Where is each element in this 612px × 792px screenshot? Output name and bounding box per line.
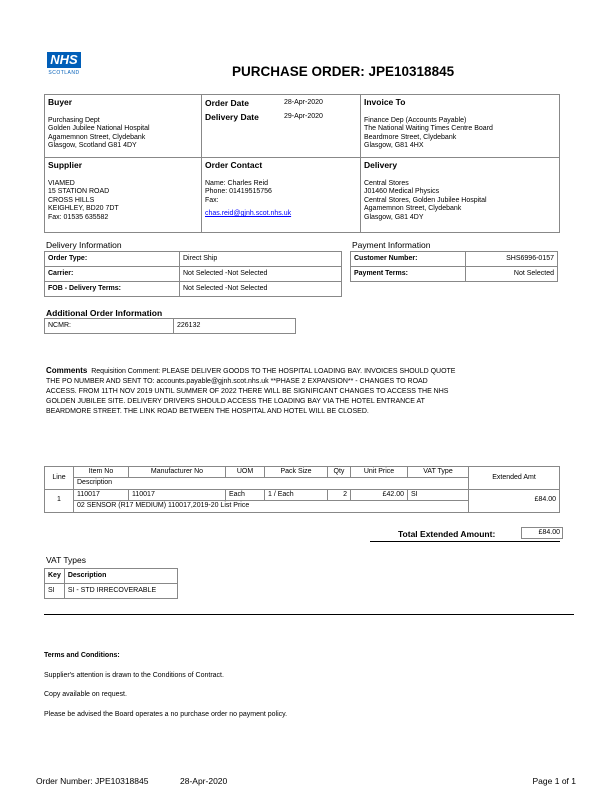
invoice-box — [360, 94, 560, 158]
terms-title: Terms and Conditions: — [44, 652, 120, 659]
divider — [44, 614, 574, 615]
order-contact-box — [201, 157, 361, 233]
item-description: 02 SENSOR (R17 MEDIUM) 110017,2019-20 List Price — [74, 501, 469, 512]
order-date-label: Order Date — [205, 98, 249, 108]
contact-name: Name: Charles Reid — [205, 180, 269, 187]
total-label: Total Extended Amount: — [398, 529, 496, 539]
supplier-line: KEIGHLEY, BD20 7DT — [48, 205, 119, 213]
item-manufacturer-no: 110017 — [129, 489, 226, 500]
delivery-line: Agamemnon Street, Clydebank — [364, 205, 462, 213]
table-row — [351, 267, 558, 282]
col-line: Line — [45, 467, 74, 490]
vat-desc: SI - STD IRRECOVERABLE — [64, 584, 177, 599]
terms-line: Copy available on request. — [44, 691, 127, 698]
comments-line: THE PO NUMBER AND SENT TO: accounts.payable@gjnh.scot.nhs.uk **PHASE 2 EXPANSION** - CHANGES TO ROAD — [46, 378, 428, 385]
order-type-label: Order Type: — [45, 252, 180, 267]
payment-terms-value: Not Selected — [466, 267, 558, 282]
buyer-line: Purchasing Dept — [48, 117, 100, 124]
item-vat-type: SI — [408, 489, 469, 500]
vat-types-title: VAT Types — [46, 555, 87, 565]
page-title: PURCHASE ORDER: JPE10318845 — [232, 64, 455, 79]
order-contact-label: Order Contact — [205, 160, 263, 170]
delivery-date-value: 29-Apr-2020 — [284, 113, 323, 120]
vat-desc-header: Description — [64, 569, 177, 584]
item-uom: Each — [226, 489, 265, 500]
col-unit-price: Unit Price — [351, 467, 408, 478]
total-underline — [370, 541, 560, 542]
invoice-line: Glasgow, G81 4HX — [364, 142, 424, 150]
table-row — [45, 252, 342, 267]
item-pack-size: 1 / Each — [265, 489, 328, 500]
order-type-value: Direct Ship — [180, 252, 342, 267]
carrier-value: Not Selected -Not Selected — [180, 267, 342, 282]
item-unit-price: £42.00 — [351, 489, 408, 500]
invoice-line: The National Waiting Times Centre Board — [364, 125, 493, 133]
vat-key-header: Key — [45, 569, 65, 584]
supplier-box — [44, 157, 202, 233]
total-value: £84.00 — [521, 527, 563, 539]
delivery-box — [360, 157, 560, 233]
item-line: 1 — [45, 489, 74, 512]
table-row — [45, 569, 178, 584]
dates-box — [201, 94, 361, 158]
supplier-line: Fax: 01535 635582 — [48, 213, 109, 221]
delivery-date-label: Delivery Date — [205, 112, 259, 122]
item-extended-amt: £84.00 — [469, 489, 560, 512]
delivery-line: Central Stores — [364, 180, 409, 187]
supplier-line: CROSS HILLS — [48, 196, 95, 204]
fob-label: FOB - Delivery Terms: — [45, 282, 180, 297]
ncmr-value: 226132 — [174, 319, 296, 334]
comments-block — [46, 366, 556, 417]
contact-email-link[interactable]: chas.reid@gjnh.scot.nhs.uk — [205, 210, 292, 217]
invoice-label: Invoice To — [364, 97, 406, 107]
buyer-line: Agamemnon Street, Clydebank — [48, 133, 146, 141]
contact-phone: Phone: 01419515756 — [205, 188, 272, 196]
ncmr-label: NCMR: — [45, 319, 174, 334]
carrier-label: Carrier: — [45, 267, 180, 282]
additional-info-table — [44, 318, 296, 334]
delivery-info-table — [44, 251, 342, 297]
logo-subtext: SCOTLAND — [48, 70, 80, 76]
delivery-line: Glasgow, G81 4DY — [364, 213, 424, 221]
table-row — [45, 319, 296, 334]
comments-line: GOLDEN JUBILEE SITE. DELIVERY DRIVERS SHOULD ACCESS THE LOADING BAY VIA THE HOTEL ENTRANCE AT — [46, 398, 425, 405]
delivery-label: Delivery — [364, 160, 398, 170]
terms-line: Supplier's attention is drawn to the Conditions of Contract. — [44, 672, 224, 679]
delivery-line: J01460 Medical Physics — [364, 188, 440, 196]
comments-line: BEARDMORE STREET. THE LINK ROAD BETWEEN THE HOSPITAL AND HOTEL WILL BE CLOSED. — [46, 408, 369, 415]
terms-line: Please be advised the Board operates a no purchase order no payment policy. — [44, 711, 288, 718]
delivery-line: Central Stores, Golden Jubilee Hospital — [364, 196, 487, 204]
payment-terms-label: Payment Terms: — [351, 267, 466, 282]
supplier-label: Supplier — [48, 160, 83, 170]
col-qty: Qty — [328, 467, 351, 478]
col-extended-amt: Extended Amt — [469, 467, 560, 490]
item-no: 110017 — [74, 489, 129, 500]
comments-label: Comments — [46, 366, 88, 375]
vat-types-table — [44, 568, 178, 599]
vat-key: SI — [45, 584, 65, 599]
col-description: Description — [74, 478, 469, 489]
nhs-logo — [44, 52, 84, 90]
supplier-line: 15 STATION ROAD — [48, 188, 110, 196]
footer-order-number: Order Number: JPE10318845 — [36, 776, 149, 786]
items-table — [44, 466, 560, 513]
payment-info-table — [350, 251, 558, 282]
fob-value: Not Selected -Not Selected — [180, 282, 342, 297]
table-row — [45, 489, 560, 500]
footer-page: Page 1 of 1 — [532, 776, 576, 786]
order-date-value: 28-Apr-2020 — [284, 99, 323, 106]
table-row — [45, 282, 342, 297]
buyer-label: Buyer — [48, 97, 73, 107]
items-header-row — [45, 467, 560, 478]
comments-line: Requisition Comment: PLEASE DELIVER GOODS TO THE HOSPITAL LOADING BAY. INVOICES SHOULD QUOTE — [91, 368, 456, 375]
table-row — [45, 584, 178, 599]
additional-info-title: Additional Order Information — [46, 308, 163, 318]
col-pack-size: Pack Size — [265, 467, 328, 478]
contact-fax: Fax: — [205, 196, 219, 204]
table-row — [351, 252, 558, 267]
customer-number-value: SHS6996-0157 — [466, 252, 558, 267]
payment-info-title: Payment Information — [352, 240, 431, 250]
item-qty: 2 — [328, 489, 351, 500]
footer-date: 28-Apr-2020 — [180, 776, 228, 786]
col-item-no: Item No — [74, 467, 129, 478]
buyer-box — [44, 94, 202, 158]
invoice-line: Finance Dep (Accounts Payable) — [364, 117, 467, 124]
delivery-info-title: Delivery Information — [46, 240, 122, 250]
comments-line: ACCESS. FROM 11TH NOV 2019 UNTIL SUMMER OF 2022 THERE WILL BE SIGNIFICANT CHANGES TO ACCESS THE NHS — [46, 388, 449, 395]
col-vat-type: VAT Type — [408, 467, 469, 478]
buyer-line: Glasgow, Scotland G81 4DY — [48, 142, 137, 150]
table-row — [45, 267, 342, 282]
col-uom: UOM — [226, 467, 265, 478]
customer-number-label: Customer Number: — [351, 252, 466, 267]
invoice-line: Beardmore Street, Clydebank — [364, 133, 457, 141]
col-manufacturer-no: Manufacturer No — [129, 467, 226, 478]
supplier-line: VIAMED — [48, 180, 75, 187]
buyer-line: Golden Jubilee National Hospital — [48, 125, 150, 133]
logo-text: NHS — [47, 52, 81, 68]
